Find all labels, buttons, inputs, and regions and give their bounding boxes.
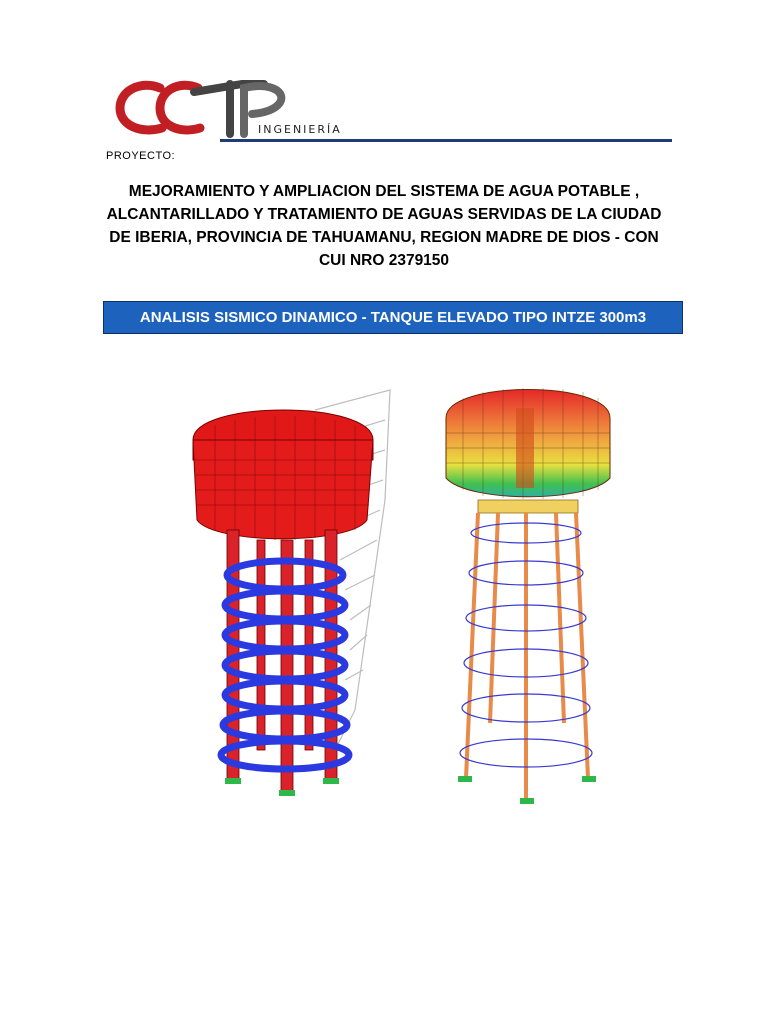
- project-title: MEJORAMIENTO Y AMPLIACION DEL SISTEMA DE AGUA POTABLE , ALCANTARILLADO Y TRATAMIENTO DE AGUAS SERVIDAS DE LA CIUDAD DE IBERIA, PROVINCIA DE TAHUAMANU, REGION MADRE DE DIOS - CON CUI NRO 2379150: [106, 183, 662, 269]
- section-banner: ANALISIS SISMICO DINAMICO - TANQUE ELEVADO TIPO INTZE 300m3: [103, 301, 683, 334]
- tank-model-image-left: [185, 380, 400, 805]
- logo-text: INGENIERÍA: [258, 123, 342, 136]
- project-label: PROYECTO:: [106, 150, 176, 162]
- header-rule: [220, 139, 672, 142]
- tank-model-image-right: [438, 378, 618, 810]
